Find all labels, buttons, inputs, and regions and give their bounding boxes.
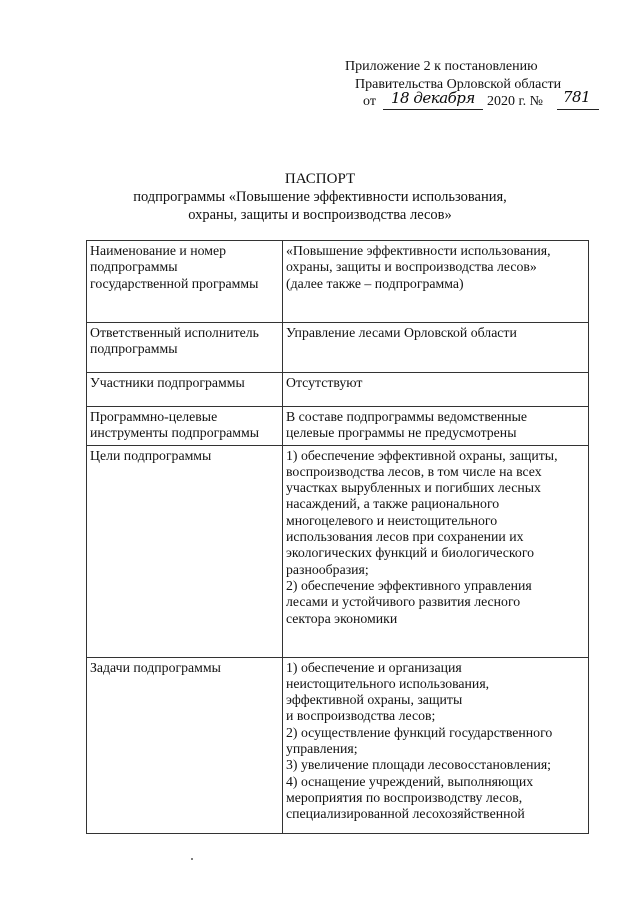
year-and-number-label: 2020 г. № [487,94,544,109]
table-row [87,407,589,446]
annex-header [345,58,595,113]
row-value: Управление лесами Орловской области [283,323,589,373]
table-row [87,241,589,323]
handwritten-date: 18 декабря [391,89,475,107]
passport-table [86,240,589,834]
table-row [87,323,589,373]
annex-line-2: Правительства Орловской области [355,76,562,92]
table-row [87,657,589,833]
row-value: «Повышение эффективности использования, охраны, защиты и воспроизводства лесов» (далее также – подпрограмма) [283,241,589,323]
page-subtitle: подпрограммы «Повышение эффективности использования, охраны, защиты и воспроизводства лесов» [133,189,507,223]
page-title: ПАСПОРТ [284,171,356,187]
table-row [87,373,589,407]
row-label: Участники подпрограммы [87,373,283,407]
row-label: Задачи подпрограммы [87,657,283,833]
row-label: Цели подпрограммы [87,445,283,657]
row-value: В составе подпрограммы ведомственные целевые программы не предусмотрены [283,407,589,446]
row-value: 1) обеспечение и организация неистощительного использования, эффективной охраны, защиты и воспроизводства лесов; 2) осуществление функций государственного управления; 3) увеличение площади лесовосстановления; 4) оснащение учреждений, выполняющих мероприятия по воспроизводству лесов, специализированной лесохозяйственной [283,657,589,833]
row-label: Наименование и номер подпрограммы государственной программы [87,241,283,323]
date-underline [383,109,483,110]
table-row [87,445,589,657]
scan-speck [191,858,193,860]
number-underline [557,109,599,110]
handwritten-number: 781 [563,88,591,106]
row-label: Программно-целевые инструменты подпрограммы [87,407,283,446]
row-value: Отсутствуют [283,373,589,407]
annex-line-1: Приложение 2 к постановлению [345,59,538,74]
date-prefix: от [363,94,376,109]
annex-date-line [345,88,595,113]
row-value: 1) обеспечение эффективной охраны, защиты, воспроизводства лесов, в том числе на всех участках вырубленных и погибших лесных насаждений, а также рационального многоцелевого и неистощительного использования лесов при сохранении их экологических функций и биологического разнообразия; 2) обеспечение эффективного управления лесами и устойчивого развития лесного сектора экономики [283,445,589,657]
row-label: Ответственный исполнитель подпрограммы [87,323,283,373]
